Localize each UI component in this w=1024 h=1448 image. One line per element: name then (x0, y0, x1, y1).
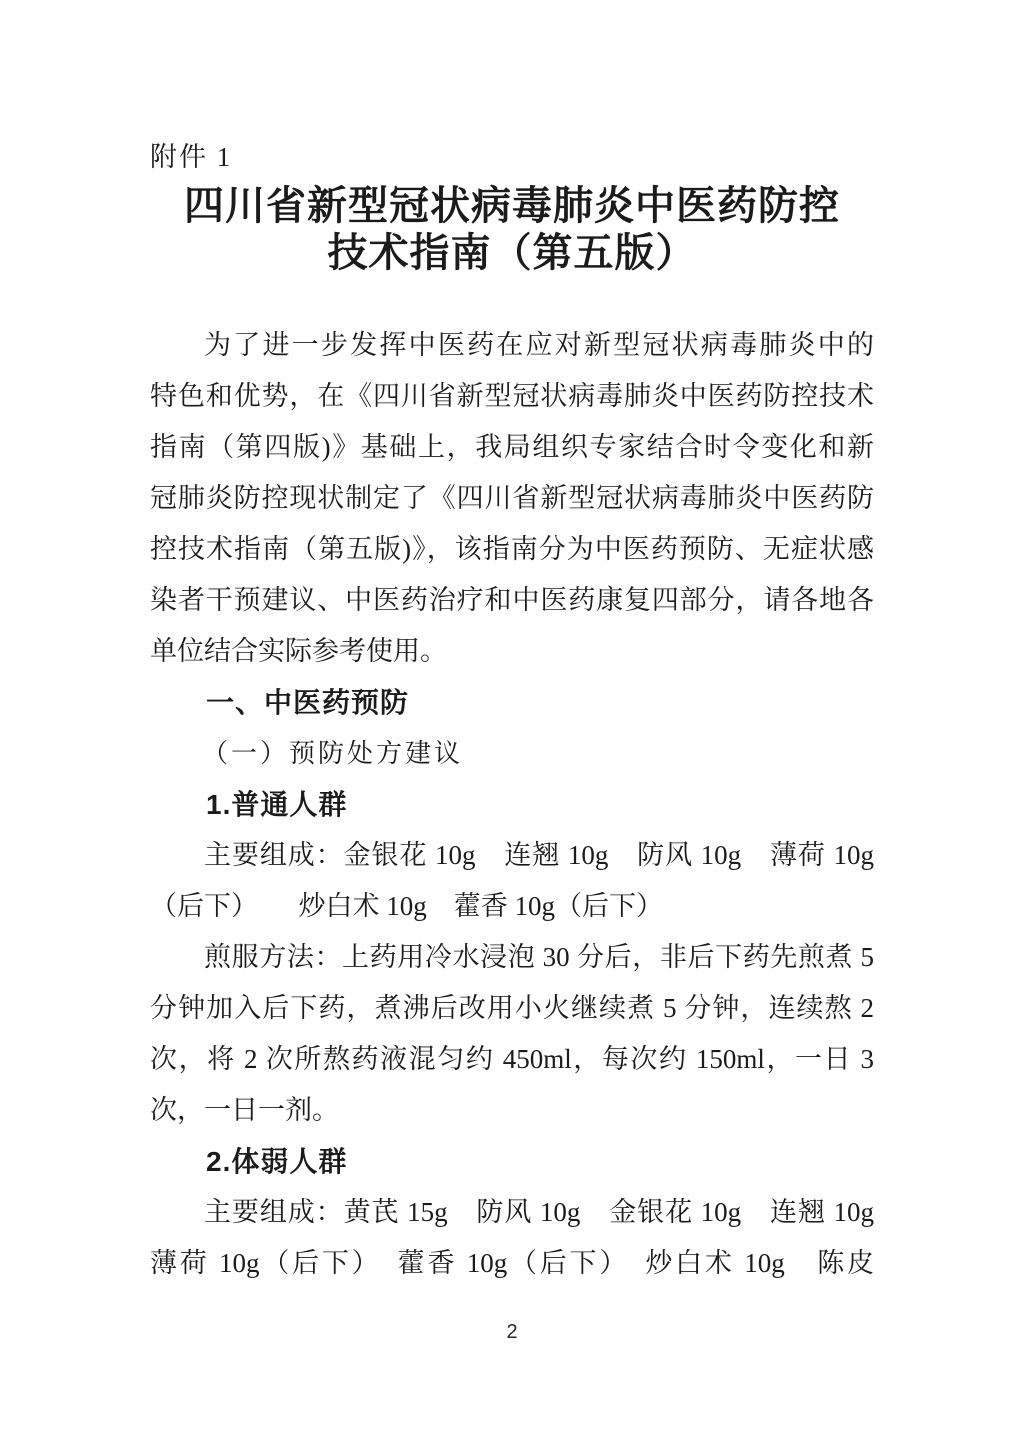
composition-line: 主要组成：金银花 10g 连翘 10g 防风 10g 薄荷 10g (204, 840, 874, 870)
intro-line: 单位结合实际参考使用。 (150, 636, 447, 666)
document-title-line-2: 技术指南（第五版） (327, 230, 697, 275)
page-number: 2 (506, 1321, 518, 1343)
intro-line: 特色和优势，在《四川省新型冠状病毒肺炎中医药防控技术 (150, 381, 874, 411)
composition-line: 主要组成：黄芪 15g 防风 10g 金银花 10g 连翘 10g (204, 1197, 874, 1227)
subsection-heading-prevention-prescriptions: （一）预防处方建议 (202, 739, 464, 768)
intro-line: 为了进一步发挥中医药在应对新型冠状病毒肺炎中的 (204, 330, 874, 360)
composition-line: （后下） 炒白术 10g 藿香 10g（后下） (150, 891, 663, 921)
section-heading-tcm-prevention: 一、中医药预防 (206, 687, 410, 718)
decoction-line: 分钟加入后下药，煮沸后改用小火继续煮 5 分钟，连续熬 2 (150, 993, 874, 1023)
group-heading-weak-population: 2.体弱人群 (206, 1146, 348, 1177)
composition-line: 薄荷 10g（后下） 藿香 10g（后下） 炒白术 10g 陈皮 (150, 1248, 874, 1278)
weak-population-composition (150, 1187, 874, 1289)
decoction-line: 次，将 2 次所熬药液混匀约 450ml，每次约 150ml，一日 3 (150, 1044, 874, 1074)
decoction-line: 次，一日一剂。 (150, 1095, 339, 1125)
attachment-label: 附件 1 (150, 142, 233, 172)
decoction-line: 煎服方法：上药用冷水浸泡 30 分后，非后下药先煎煮 5 (204, 942, 874, 972)
intro-paragraph (150, 320, 874, 677)
general-population-decoction-method (150, 932, 874, 1136)
intro-line: 控技术指南（第五版)》，该指南分为中医药预防、无症状感 (150, 534, 874, 564)
document-title (150, 182, 874, 276)
general-population-composition (150, 830, 874, 932)
intro-line: 染者干预建议、中医药治疗和中医药康复四部分，请各地各 (150, 585, 874, 615)
intro-line: 指南（第四版)》基础上，我局组织专家结合时令变化和新 (150, 432, 874, 462)
intro-line: 冠肺炎防控现状制定了《四川省新型冠状病毒肺炎中医药防 (150, 483, 874, 513)
group-heading-general-population: 1.普通人群 (206, 789, 348, 820)
document-content (150, 140, 874, 1289)
document-title-line-1: 四川省新型冠状病毒肺炎中医药防控 (184, 183, 840, 228)
